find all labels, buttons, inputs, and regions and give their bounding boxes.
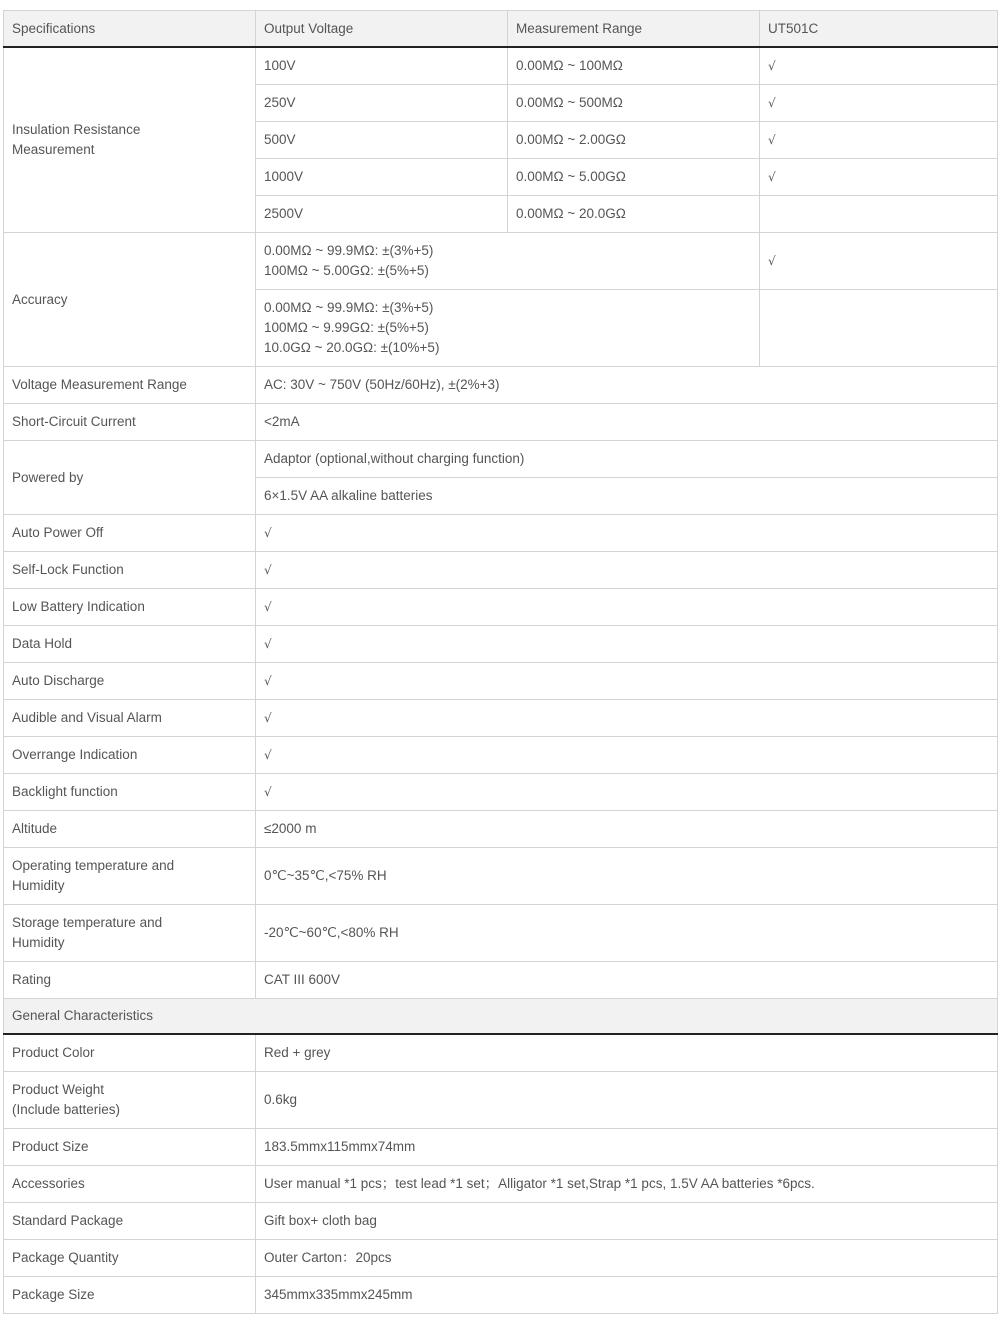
table-row bbox=[4, 1034, 998, 1072]
table-row bbox=[4, 233, 998, 290]
spec-label: Product Color bbox=[4, 1034, 256, 1072]
spec-value: Gift box+ cloth bag bbox=[256, 1203, 998, 1240]
spec-label: Short-Circuit Current bbox=[4, 404, 256, 441]
spec-value: 6×1.5V AA alkaline batteries bbox=[256, 478, 998, 515]
insulation-label: Insulation Resistance Measurement bbox=[4, 47, 256, 233]
general-section-title: General Characteristics bbox=[4, 999, 998, 1035]
table-row bbox=[4, 404, 998, 441]
check-mark: √ bbox=[760, 233, 998, 290]
table-row bbox=[4, 626, 998, 663]
header-measurement-range: Measurement Range bbox=[508, 11, 760, 48]
insulation-range: 0.00MΩ ~ 2.00GΩ bbox=[508, 122, 760, 159]
table-row bbox=[4, 441, 998, 478]
table-row bbox=[4, 367, 998, 404]
spec-label: Self-Lock Function bbox=[4, 552, 256, 589]
insulation-voltage: 2500V bbox=[256, 196, 508, 233]
spec-value: -20℃~60℃,<80% RH bbox=[256, 905, 998, 962]
table-row bbox=[4, 905, 998, 962]
table-row bbox=[4, 47, 998, 85]
accuracy-value: 0.00MΩ ~ 99.9MΩ: ±(3%+5) 100MΩ ~ 5.00GΩ: ±(5%+5) bbox=[256, 233, 760, 290]
insulation-voltage: 100V bbox=[256, 47, 508, 85]
spec-value: 345mmx335mmx245mm bbox=[256, 1277, 998, 1314]
check-mark: √ bbox=[256, 515, 998, 552]
spec-label: Operating temperature and Humidity bbox=[4, 848, 256, 905]
spec-label: Package Size bbox=[4, 1277, 256, 1314]
spec-label: Product Weight (Include batteries) bbox=[4, 1072, 256, 1129]
spec-value: Red + grey bbox=[256, 1034, 998, 1072]
spec-label: Voltage Measurement Range bbox=[4, 367, 256, 404]
header-output-voltage: Output Voltage bbox=[256, 11, 508, 48]
spec-label: Package Quantity bbox=[4, 1240, 256, 1277]
insulation-range: 0.00MΩ ~ 100MΩ bbox=[508, 47, 760, 85]
insulation-range: 0.00MΩ ~ 20.0GΩ bbox=[508, 196, 760, 233]
spec-label: Audible and Visual Alarm bbox=[4, 700, 256, 737]
spec-value: <2mA bbox=[256, 404, 998, 441]
check-mark: √ bbox=[256, 700, 998, 737]
table-row bbox=[4, 848, 998, 905]
spec-label: Standard Package bbox=[4, 1203, 256, 1240]
table-row bbox=[4, 1240, 998, 1277]
table-row bbox=[4, 1129, 998, 1166]
check-mark bbox=[760, 290, 998, 367]
check-mark: √ bbox=[256, 737, 998, 774]
table-row bbox=[4, 589, 998, 626]
spec-label: Overrange Indication bbox=[4, 737, 256, 774]
check-mark: √ bbox=[256, 626, 998, 663]
spec-label: Accessories bbox=[4, 1166, 256, 1203]
spec-label: Data Hold bbox=[4, 626, 256, 663]
check-mark: √ bbox=[760, 122, 998, 159]
table-row bbox=[4, 962, 998, 999]
spec-value: 0℃~35℃,<75% RH bbox=[256, 848, 998, 905]
spec-value: CAT III 600V bbox=[256, 962, 998, 999]
table-row bbox=[4, 811, 998, 848]
specifications-table bbox=[3, 10, 998, 1314]
insulation-voltage: 1000V bbox=[256, 159, 508, 196]
spec-value: 183.5mmx115mmx74mm bbox=[256, 1129, 998, 1166]
table-row bbox=[4, 737, 998, 774]
spec-value: Outer Carton：20pcs bbox=[256, 1240, 998, 1277]
table-row bbox=[4, 663, 998, 700]
check-mark: √ bbox=[256, 589, 998, 626]
check-mark: √ bbox=[256, 774, 998, 811]
spec-table-container bbox=[3, 10, 997, 1314]
table-row bbox=[4, 515, 998, 552]
check-mark bbox=[760, 196, 998, 233]
table-row bbox=[4, 1166, 998, 1203]
table-row bbox=[4, 552, 998, 589]
spec-label: Rating bbox=[4, 962, 256, 999]
table-row bbox=[4, 700, 998, 737]
spec-value: ≤2000 m bbox=[256, 811, 998, 848]
spec-label: Storage temperature and Humidity bbox=[4, 905, 256, 962]
table-row bbox=[4, 1203, 998, 1240]
check-mark: √ bbox=[760, 85, 998, 122]
spec-label: Auto Power Off bbox=[4, 515, 256, 552]
spec-label: Product Size bbox=[4, 1129, 256, 1166]
header-specifications: Specifications bbox=[4, 11, 256, 48]
spec-label: Auto Discharge bbox=[4, 663, 256, 700]
check-mark: √ bbox=[760, 159, 998, 196]
general-section-row bbox=[4, 999, 998, 1035]
spec-value: User manual *1 pcs；test lead *1 set；Alligator *1 set,Strap *1 pcs, 1.5V AA batteries *6pcs. bbox=[256, 1166, 998, 1203]
accuracy-value: 0.00MΩ ~ 99.9MΩ: ±(3%+5) 100MΩ ~ 9.99GΩ: ±(5%+5) 10.0GΩ ~ 20.0GΩ: ±(10%+5) bbox=[256, 290, 760, 367]
table-header-row bbox=[4, 11, 998, 48]
check-mark: √ bbox=[256, 552, 998, 589]
spec-label: Low Battery Indication bbox=[4, 589, 256, 626]
insulation-range: 0.00MΩ ~ 500MΩ bbox=[508, 85, 760, 122]
header-model: UT501C bbox=[760, 11, 998, 48]
table-row bbox=[4, 1072, 998, 1129]
spec-label: Altitude bbox=[4, 811, 256, 848]
spec-value: AC: 30V ~ 750V (50Hz/60Hz), ±(2%+3) bbox=[256, 367, 998, 404]
insulation-voltage: 250V bbox=[256, 85, 508, 122]
check-mark: √ bbox=[760, 47, 998, 85]
insulation-range: 0.00MΩ ~ 5.00GΩ bbox=[508, 159, 760, 196]
spec-label: Backlight function bbox=[4, 774, 256, 811]
check-mark: √ bbox=[256, 663, 998, 700]
spec-value: 0.6kg bbox=[256, 1072, 998, 1129]
spec-value: Adaptor (optional,without charging function) bbox=[256, 441, 998, 478]
table-row bbox=[4, 1277, 998, 1314]
accuracy-label: Accuracy bbox=[4, 233, 256, 367]
spec-label: Powered by bbox=[4, 441, 256, 515]
table-row bbox=[4, 774, 998, 811]
insulation-voltage: 500V bbox=[256, 122, 508, 159]
